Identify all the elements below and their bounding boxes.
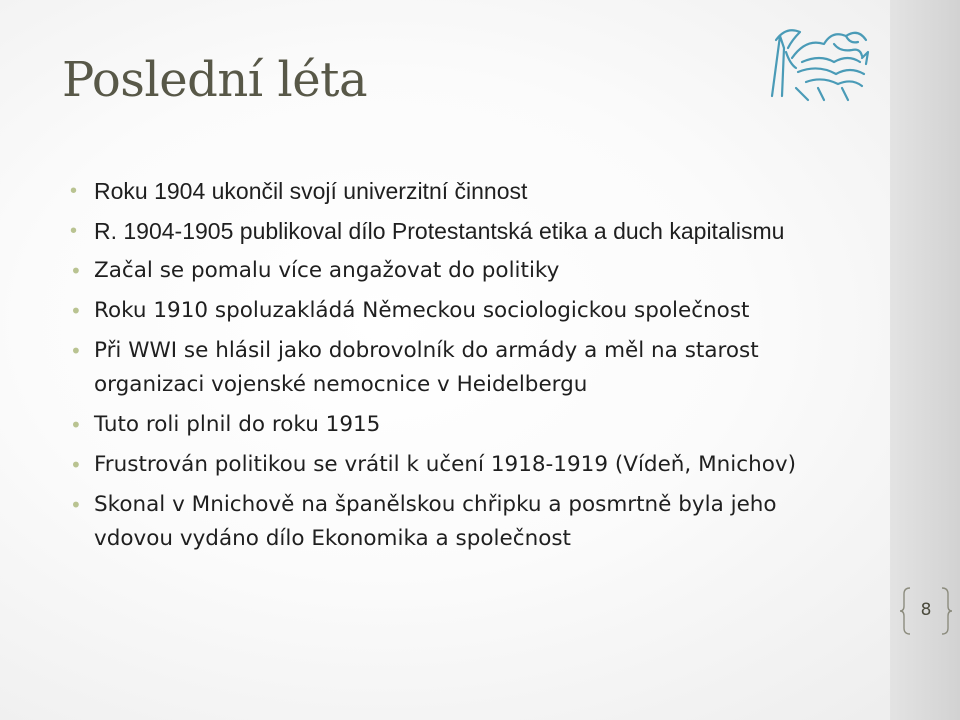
slide-title: Poslední léta — [62, 52, 368, 108]
bullet-text: Tuto roli plnil do roku 1915 — [94, 412, 381, 437]
bullet-item — [68, 408, 858, 442]
bullet-item — [68, 448, 858, 482]
page-number-badge — [900, 586, 952, 636]
bullet-text: Skonal v Mnichově na španělskou chřipku a posmrtně byla jeho vdovou vydáno dílo Ekonomika a společnost — [94, 492, 777, 551]
bullet-marker-icon: • — [70, 453, 82, 477]
right-brace-icon — [940, 586, 952, 636]
bullet-text: Roku 1904 ukončil svojí univerzitní činnost — [94, 178, 528, 204]
bullet-marker-icon: • — [70, 180, 78, 202]
bullet-text: Frustrován politikou se vrátil k učení 1918-1919 (Vídeň, Mnichov) — [94, 452, 796, 477]
bullet-marker-icon: • — [70, 299, 82, 323]
bullet-marker-icon: • — [70, 413, 82, 437]
bullet-text: Začal se pomalu více angažovat do politiky — [94, 258, 560, 283]
bullet-marker-icon: • — [70, 220, 78, 242]
lion-logo-icon — [762, 18, 874, 104]
bullet-item — [68, 488, 858, 556]
bullet-marker-icon: • — [70, 259, 82, 283]
bullet-text: Při WWI se hlásil jako dobrovolník do armády a měl na starost organizaci vojenské nemocnice v Heidelbergu — [94, 338, 759, 397]
bullet-item — [68, 334, 858, 402]
bullet-item — [68, 174, 858, 208]
bullet-item — [68, 254, 858, 288]
bullet-text: Roku 1910 spoluzakládá Německou sociologickou společnost — [94, 298, 750, 323]
bullet-marker-icon: • — [70, 493, 82, 517]
bullet-item — [68, 214, 858, 248]
bullet-list — [68, 174, 858, 562]
bullet-item — [68, 294, 858, 328]
bullet-marker-icon: • — [70, 339, 82, 363]
page-number: 8 — [920, 600, 932, 620]
bullet-text: R. 1904-1905 publikoval dílo Protestantská etika a duch kapitalismu — [94, 218, 785, 244]
